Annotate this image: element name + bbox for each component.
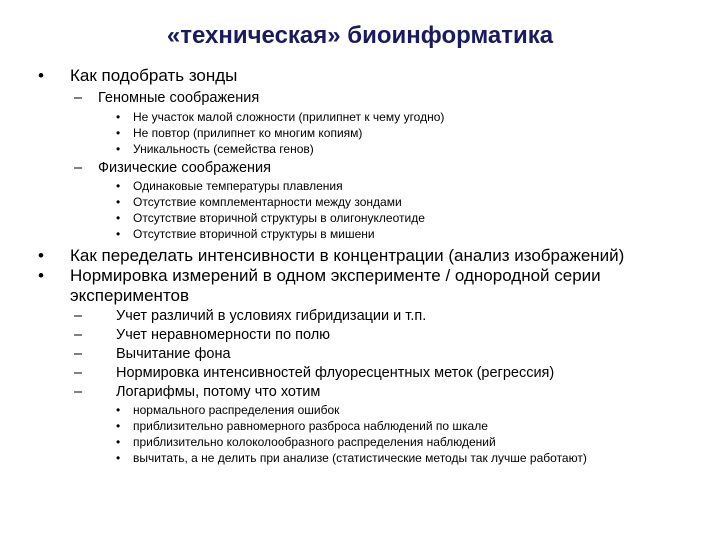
bullet-marker: • — [116, 451, 121, 465]
item-text: Учет различий в условиях гибридизации и т.п. — [116, 308, 427, 324]
item-text: Как подобрать зонды — [70, 66, 238, 85]
item-text: нормального распределения ошибок — [133, 403, 340, 417]
bullet-marker: • — [38, 246, 44, 265]
bullet-marker: • — [116, 435, 121, 449]
slide-title: «техническая» биоинформатика — [166, 22, 554, 49]
dash-marker: – — [74, 365, 83, 381]
item-text: Нормировка интенсивностей флуоресцентных меток (регрессия) — [116, 365, 555, 381]
bullet-marker: • — [116, 110, 121, 124]
item-text: приблизительно колоколообразного распределения наблюдений — [133, 435, 496, 449]
item-text: Уникальность (семейства генов) — [133, 142, 314, 156]
item-text: Не повтор (прилипнет ко многим копиям) — [133, 126, 363, 140]
item-text: Геномные соображения — [98, 90, 260, 106]
item-text: приблизительно равномерного разброса наблюдений по шкале — [133, 419, 488, 433]
bullet-marker: • — [38, 266, 44, 285]
item-text: Отсутствие вторичной структуры в олигонуклеотиде — [133, 211, 425, 225]
item-text: Отсутствие комплементарности между зондами — [133, 195, 402, 209]
bullet-marker: • — [38, 66, 44, 85]
item-text: Одинаковые температуры плавления — [133, 179, 343, 193]
bullet-marker: • — [116, 211, 121, 225]
bullet-marker: • — [116, 195, 121, 209]
bullet-marker: • — [116, 179, 121, 193]
dash-marker: – — [74, 90, 83, 106]
item-text: Физические соображения — [98, 160, 271, 176]
item-text: экспериментов — [70, 286, 190, 305]
bullet-marker: • — [116, 403, 121, 417]
dash-marker: – — [74, 327, 83, 343]
dash-marker: – — [74, 346, 83, 362]
bullet-marker: • — [116, 126, 121, 140]
bullet-marker: • — [116, 419, 121, 433]
item-text: Нормировка измерений в одном эксперименте / однородной серии — [70, 266, 601, 285]
dash-marker: – — [74, 384, 83, 400]
item-text: Логарифмы, потому что хотим — [116, 384, 321, 400]
item-text: Как переделать интенсивности в концентрации (анализ изображений) — [70, 246, 625, 265]
item-text: Учет неравномерности по полю — [116, 327, 331, 343]
dash-marker: – — [74, 160, 83, 176]
item-text: вычитать, а не делить при анализе (статистические методы так лучше работают) — [133, 451, 587, 465]
item-text: Вычитание фона — [116, 346, 231, 362]
bullet-marker: • — [116, 142, 121, 156]
item-text: Не участок малой сложности (прилипнет к чему угодно) — [133, 110, 445, 124]
dash-marker: – — [74, 308, 83, 324]
item-text: Отсутствие вторичной структуры в мишени — [133, 227, 375, 241]
bullet-marker: • — [116, 227, 121, 241]
